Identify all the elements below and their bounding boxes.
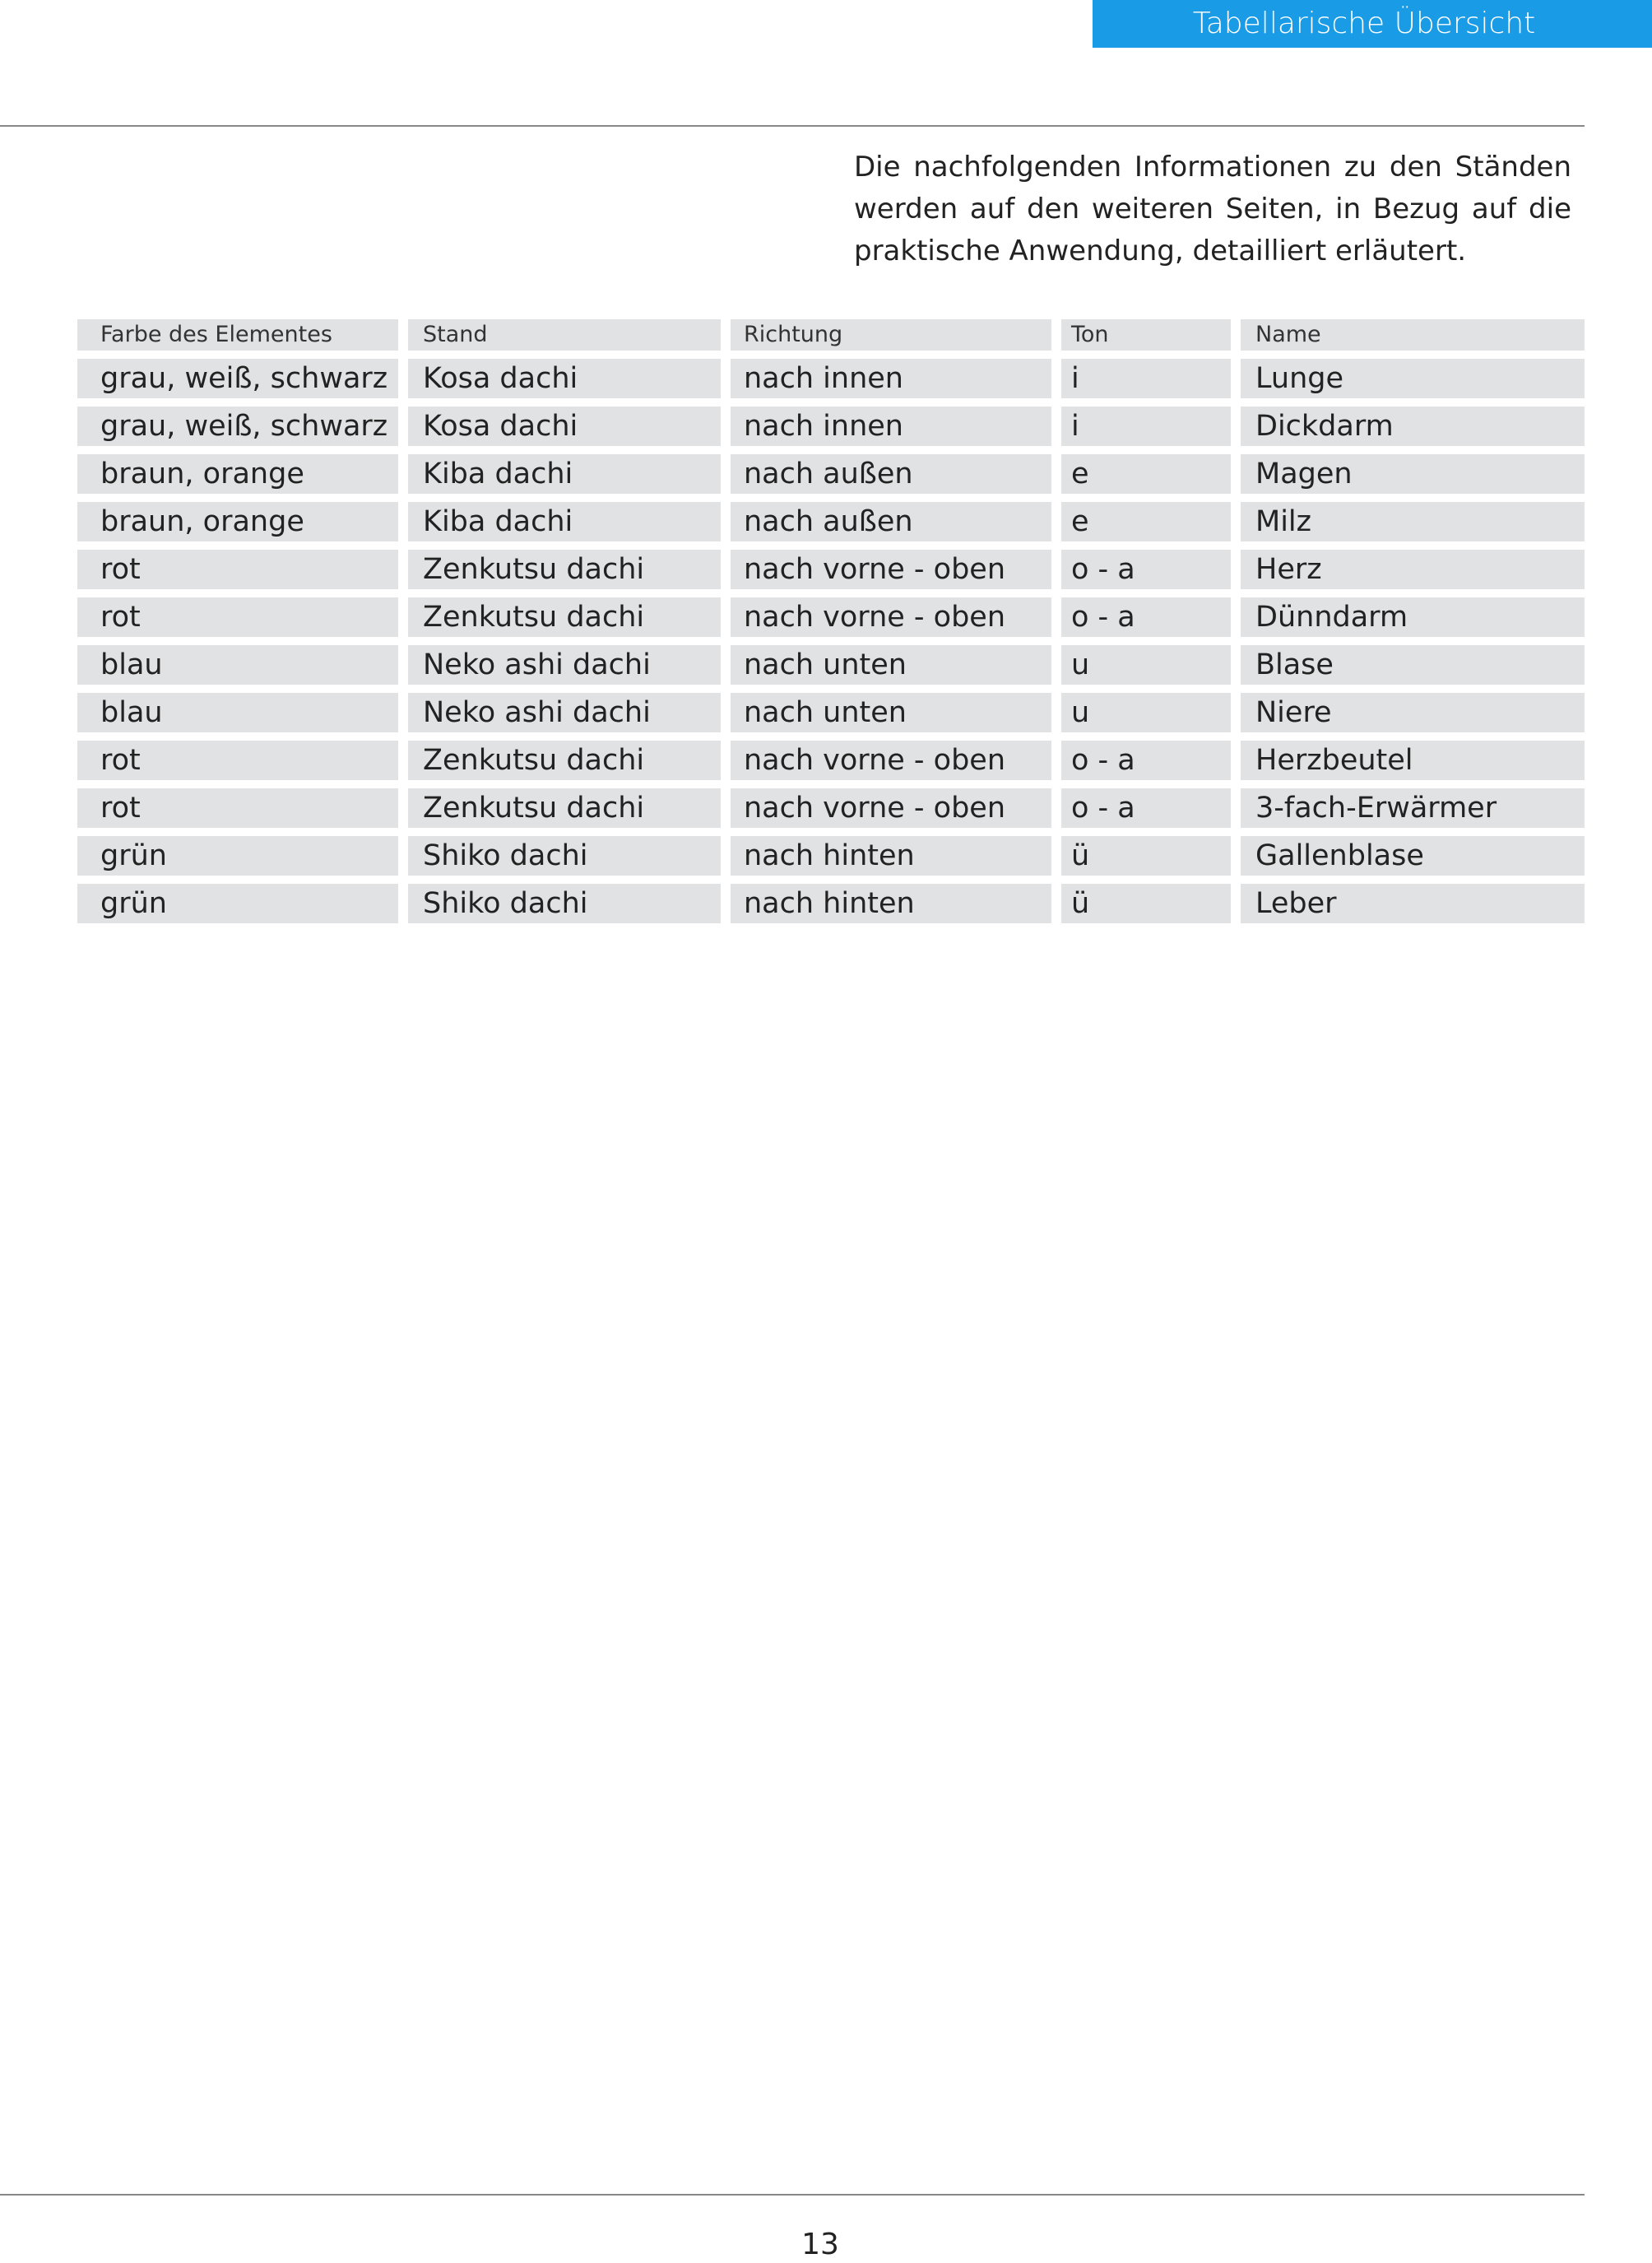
cell-element-color: grün — [77, 884, 398, 923]
cell-sound: u — [1061, 645, 1231, 685]
cell-element-color: rot — [77, 741, 398, 780]
table-row — [77, 502, 1585, 541]
cell-stance: Kiba dachi — [408, 502, 721, 541]
table-row — [77, 407, 1585, 446]
cell-element-color: braun, orange — [77, 502, 398, 541]
cell-direction: nach hinten — [731, 836, 1051, 876]
cell-element-color: grau, weiß, schwarz — [77, 407, 398, 446]
column-header-sound: Ton — [1061, 319, 1231, 351]
cell-sound: o - a — [1061, 550, 1231, 589]
page-number: 13 — [801, 2228, 839, 2261]
table-row — [77, 454, 1585, 494]
column-header-stance: Stand — [408, 319, 721, 351]
cell-direction: nach vorne - oben — [731, 550, 1051, 589]
table-row — [77, 597, 1585, 637]
cell-name: Magen — [1241, 454, 1585, 494]
bottom-divider — [0, 2194, 1585, 2196]
table-row — [77, 645, 1585, 685]
cell-name: Dünndarm — [1241, 597, 1585, 637]
cell-element-color: rot — [77, 788, 398, 828]
cell-name: Dickdarm — [1241, 407, 1585, 446]
column-header-name: Name — [1241, 319, 1585, 351]
cell-direction: nach vorne - oben — [731, 597, 1051, 637]
cell-name: Herzbeutel — [1241, 741, 1585, 780]
cell-name: Niere — [1241, 693, 1585, 732]
cell-sound: i — [1061, 359, 1231, 398]
table-row — [77, 359, 1585, 398]
table-row — [77, 693, 1585, 732]
intro-paragraph: Die nachfolgenden Informationen zu den Ständen werden auf den weiteren Seiten, in Bezug auf die praktische Anwendung, detailliert erläutert. — [854, 151, 1571, 267]
table-header-row — [77, 319, 1585, 351]
cell-direction: nach innen — [731, 407, 1051, 446]
cell-name: Herz — [1241, 550, 1585, 589]
cell-element-color: braun, orange — [77, 454, 398, 494]
cell-stance: Kosa dachi — [408, 407, 721, 446]
cell-stance: Zenkutsu dachi — [408, 597, 721, 637]
cell-name: Milz — [1241, 502, 1585, 541]
table-row — [77, 788, 1585, 828]
cell-direction: nach innen — [731, 359, 1051, 398]
cell-direction: nach unten — [731, 645, 1051, 685]
top-divider — [0, 125, 1585, 127]
section-title-tab: Tabellarische Übersicht — [1093, 0, 1652, 48]
cell-sound: i — [1061, 407, 1231, 446]
cell-stance: Shiko dachi — [408, 836, 721, 876]
cell-name: Leber — [1241, 884, 1585, 923]
cell-sound: o - a — [1061, 741, 1231, 780]
cell-stance: Kosa dachi — [408, 359, 721, 398]
cell-sound: e — [1061, 502, 1231, 541]
cell-name: Lunge — [1241, 359, 1585, 398]
cell-stance: Zenkutsu dachi — [408, 550, 721, 589]
cell-sound: ü — [1061, 836, 1231, 876]
cell-direction: nach außen — [731, 502, 1051, 541]
column-header-direction: Richtung — [731, 319, 1051, 351]
cell-direction: nach außen — [731, 454, 1051, 494]
cell-direction: nach hinten — [731, 884, 1051, 923]
cell-stance: Zenkutsu dachi — [408, 741, 721, 780]
cell-sound: u — [1061, 693, 1231, 732]
cell-sound: o - a — [1061, 788, 1231, 828]
cell-sound: ü — [1061, 884, 1231, 923]
cell-element-color: blau — [77, 645, 398, 685]
cell-element-color: blau — [77, 693, 398, 732]
table-row — [77, 741, 1585, 780]
cell-stance: Neko ashi dachi — [408, 645, 721, 685]
cell-stance: Zenkutsu dachi — [408, 788, 721, 828]
table-row — [77, 884, 1585, 923]
cell-element-color: rot — [77, 597, 398, 637]
cell-stance: Shiko dachi — [408, 884, 721, 923]
table-row — [77, 836, 1585, 876]
cell-direction: nach vorne - oben — [731, 788, 1051, 828]
table-row — [77, 550, 1585, 589]
cell-element-color: rot — [77, 550, 398, 589]
cell-element-color: grau, weiß, schwarz — [77, 359, 398, 398]
cell-stance: Kiba dachi — [408, 454, 721, 494]
cell-stance: Neko ashi dachi — [408, 693, 721, 732]
cell-sound: e — [1061, 454, 1231, 494]
cell-name: Blase — [1241, 645, 1585, 685]
cell-element-color: grün — [77, 836, 398, 876]
cell-sound: o - a — [1061, 597, 1231, 637]
cell-direction: nach vorne - oben — [731, 741, 1051, 780]
cell-name: Gallenblase — [1241, 836, 1585, 876]
cell-direction: nach unten — [731, 693, 1051, 732]
column-header-element-color: Farbe des Elementes — [77, 319, 398, 351]
stances-table — [77, 319, 1585, 932]
cell-name: 3-fach-Erwärmer — [1241, 788, 1585, 828]
